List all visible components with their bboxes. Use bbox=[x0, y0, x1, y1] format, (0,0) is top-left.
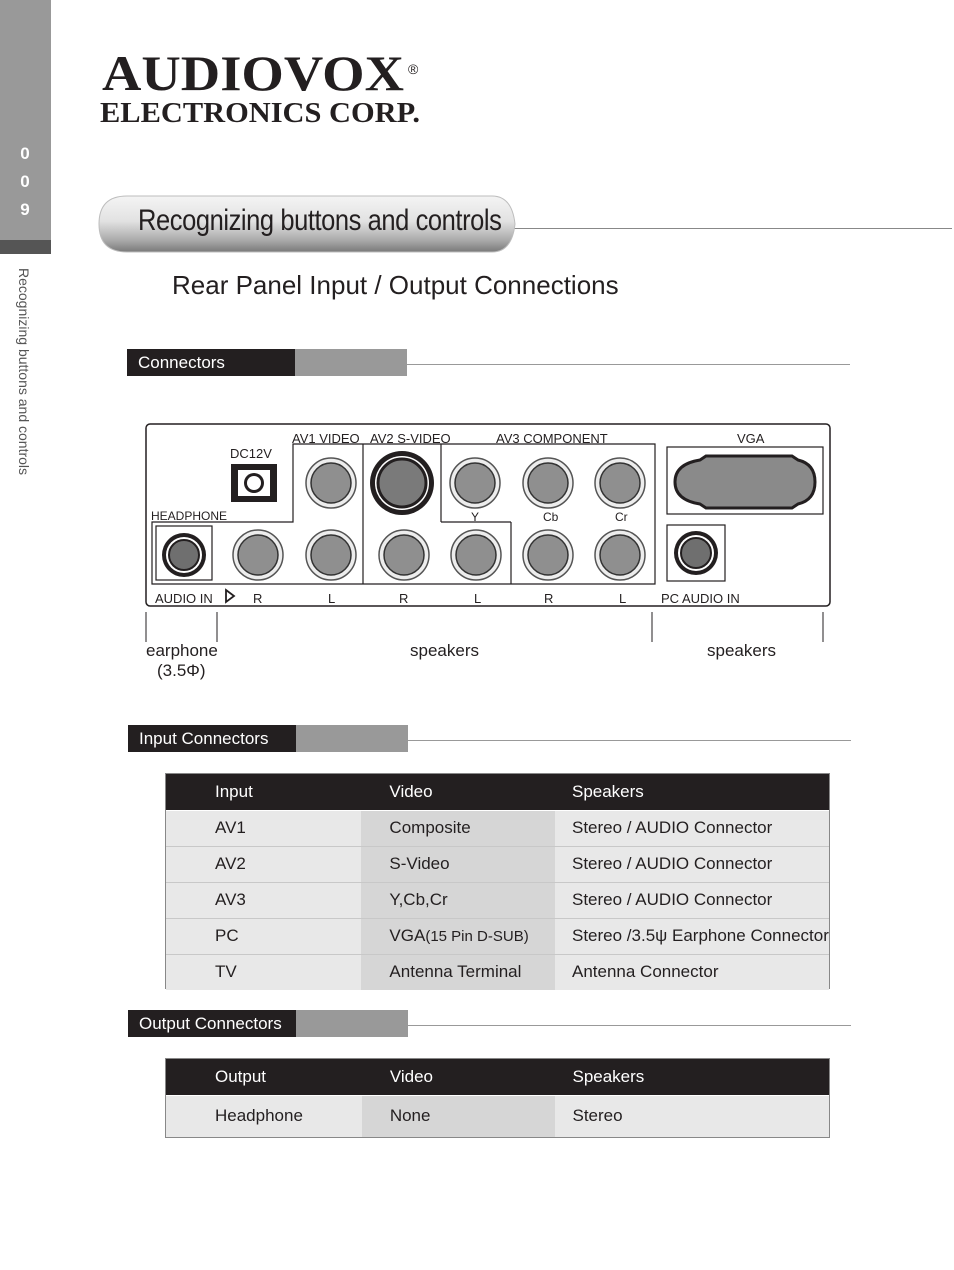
sidebar-section-label: Recognizing buttons and controls bbox=[16, 268, 32, 476]
label-l: L bbox=[619, 591, 627, 606]
label-av2-svideo: AV2 S-VIDEO bbox=[370, 431, 451, 446]
table-row bbox=[166, 810, 829, 846]
table-cell: TV bbox=[166, 954, 361, 990]
table-row bbox=[166, 918, 829, 954]
table-cell: AV1 bbox=[166, 810, 361, 846]
audio-jack-l1 bbox=[306, 530, 356, 580]
logo-sub: ELECTRONICS CORP. bbox=[100, 97, 420, 126]
label-l: L bbox=[474, 591, 482, 606]
section-title: Connectors bbox=[127, 349, 295, 376]
audio-jack-l2 bbox=[451, 530, 501, 580]
table-cell: AV2 bbox=[166, 846, 361, 882]
section-accent bbox=[295, 349, 407, 376]
component-y-jack bbox=[450, 458, 500, 508]
table-cell: AV3 bbox=[166, 882, 361, 918]
page-digit: 0 bbox=[20, 172, 30, 191]
table-cell: Stereo / AUDIO Connector bbox=[555, 882, 829, 918]
output-connectors-table bbox=[165, 1058, 830, 1138]
column-header: Video bbox=[361, 774, 555, 810]
label-audio-in: AUDIO IN bbox=[155, 591, 213, 606]
section-rule bbox=[408, 1025, 851, 1026]
table-header-row bbox=[166, 774, 829, 810]
component-cr-jack bbox=[595, 458, 645, 508]
table-cell: Stereo / AUDIO Connector bbox=[555, 846, 829, 882]
label-cr: Cr bbox=[615, 510, 628, 524]
section-title: Output Connectors bbox=[128, 1010, 296, 1037]
table-header-row bbox=[166, 1059, 829, 1095]
av1-video-jack bbox=[306, 458, 356, 508]
table-cell: Stereo / AUDIO Connector bbox=[555, 810, 829, 846]
label-headphone: HEADPHONE bbox=[151, 509, 228, 523]
pc-audio-jack bbox=[674, 531, 718, 575]
label-earphone-size: (3.5Φ) bbox=[157, 661, 206, 680]
av2-svideo-jack bbox=[370, 451, 434, 515]
rear-panel-diagram bbox=[140, 420, 840, 610]
vga-port bbox=[675, 456, 815, 508]
table-cell-text: VGA bbox=[389, 926, 426, 945]
label-av3-component: AV3 COMPONENT bbox=[496, 431, 608, 446]
table-row bbox=[166, 882, 829, 918]
logo-brand: AUDIOVOX bbox=[102, 46, 404, 101]
audio-jack-l3 bbox=[595, 530, 645, 580]
table-cell: PC bbox=[166, 918, 361, 954]
table-cell: Headphone bbox=[166, 1095, 362, 1137]
headphone-jack bbox=[162, 533, 206, 577]
logo-registered: ® bbox=[408, 61, 419, 77]
table-row bbox=[166, 846, 829, 882]
table-row bbox=[166, 1095, 829, 1137]
table-cell bbox=[361, 918, 555, 954]
table-cell: Y,Cb,Cr bbox=[361, 882, 555, 918]
column-header: Speakers bbox=[555, 774, 829, 810]
section-rule bbox=[407, 364, 850, 365]
section-title: Input Connectors bbox=[128, 725, 296, 752]
component-cb-jack bbox=[523, 458, 573, 508]
label-av1-video: AV1 VIDEO bbox=[292, 431, 360, 446]
label-cb: Cb bbox=[543, 510, 559, 524]
banner-title: Recognizing buttons and controls bbox=[138, 204, 502, 237]
audio-jack-r2 bbox=[379, 530, 429, 580]
column-header: Output bbox=[166, 1059, 362, 1095]
column-header: Video bbox=[362, 1059, 556, 1095]
page-subtitle: Rear Panel Input / Output Connections bbox=[172, 270, 619, 300]
table-cell: Stereo /3.5ψ Earphone Connector bbox=[555, 918, 829, 954]
label-l: L bbox=[328, 591, 336, 606]
label-r: R bbox=[544, 591, 554, 606]
section-accent bbox=[296, 1010, 408, 1037]
label-earphone: earphone bbox=[146, 641, 218, 660]
section-accent bbox=[296, 725, 408, 752]
table-cell: Composite bbox=[361, 810, 555, 846]
column-header: Speakers bbox=[555, 1059, 829, 1095]
label-r: R bbox=[399, 591, 409, 606]
table-row bbox=[166, 954, 829, 990]
audiovox-logo bbox=[100, 46, 430, 126]
table-cell: S-Video bbox=[361, 846, 555, 882]
page-number bbox=[18, 140, 32, 224]
table-cell: None bbox=[362, 1095, 556, 1137]
sidebar-strip bbox=[0, 240, 51, 254]
label-vga: VGA bbox=[737, 431, 765, 446]
page-digit: 0 bbox=[20, 144, 30, 163]
label-y: Y bbox=[471, 510, 480, 524]
label-speakers: speakers bbox=[707, 641, 776, 660]
label-speakers: speakers bbox=[410, 641, 479, 660]
label-pc-audio-in: PC AUDIO IN bbox=[661, 591, 740, 606]
table-cell-note: (15 Pin D-SUB) bbox=[425, 928, 529, 945]
label-r: R bbox=[253, 591, 263, 606]
page-digit: 9 bbox=[20, 200, 30, 219]
column-header: Input bbox=[166, 774, 361, 810]
section-rule bbox=[408, 740, 851, 741]
table-cell: Stereo bbox=[555, 1095, 829, 1137]
audio-jack-r1 bbox=[233, 530, 283, 580]
audio-jack-r3 bbox=[523, 530, 573, 580]
table-cell: Antenna Connector bbox=[555, 954, 829, 990]
table-cell: Antenna Terminal bbox=[361, 954, 555, 990]
panel-brackets bbox=[140, 610, 840, 644]
input-connectors-table bbox=[165, 773, 830, 989]
label-dc12v: DC12V bbox=[230, 446, 272, 461]
